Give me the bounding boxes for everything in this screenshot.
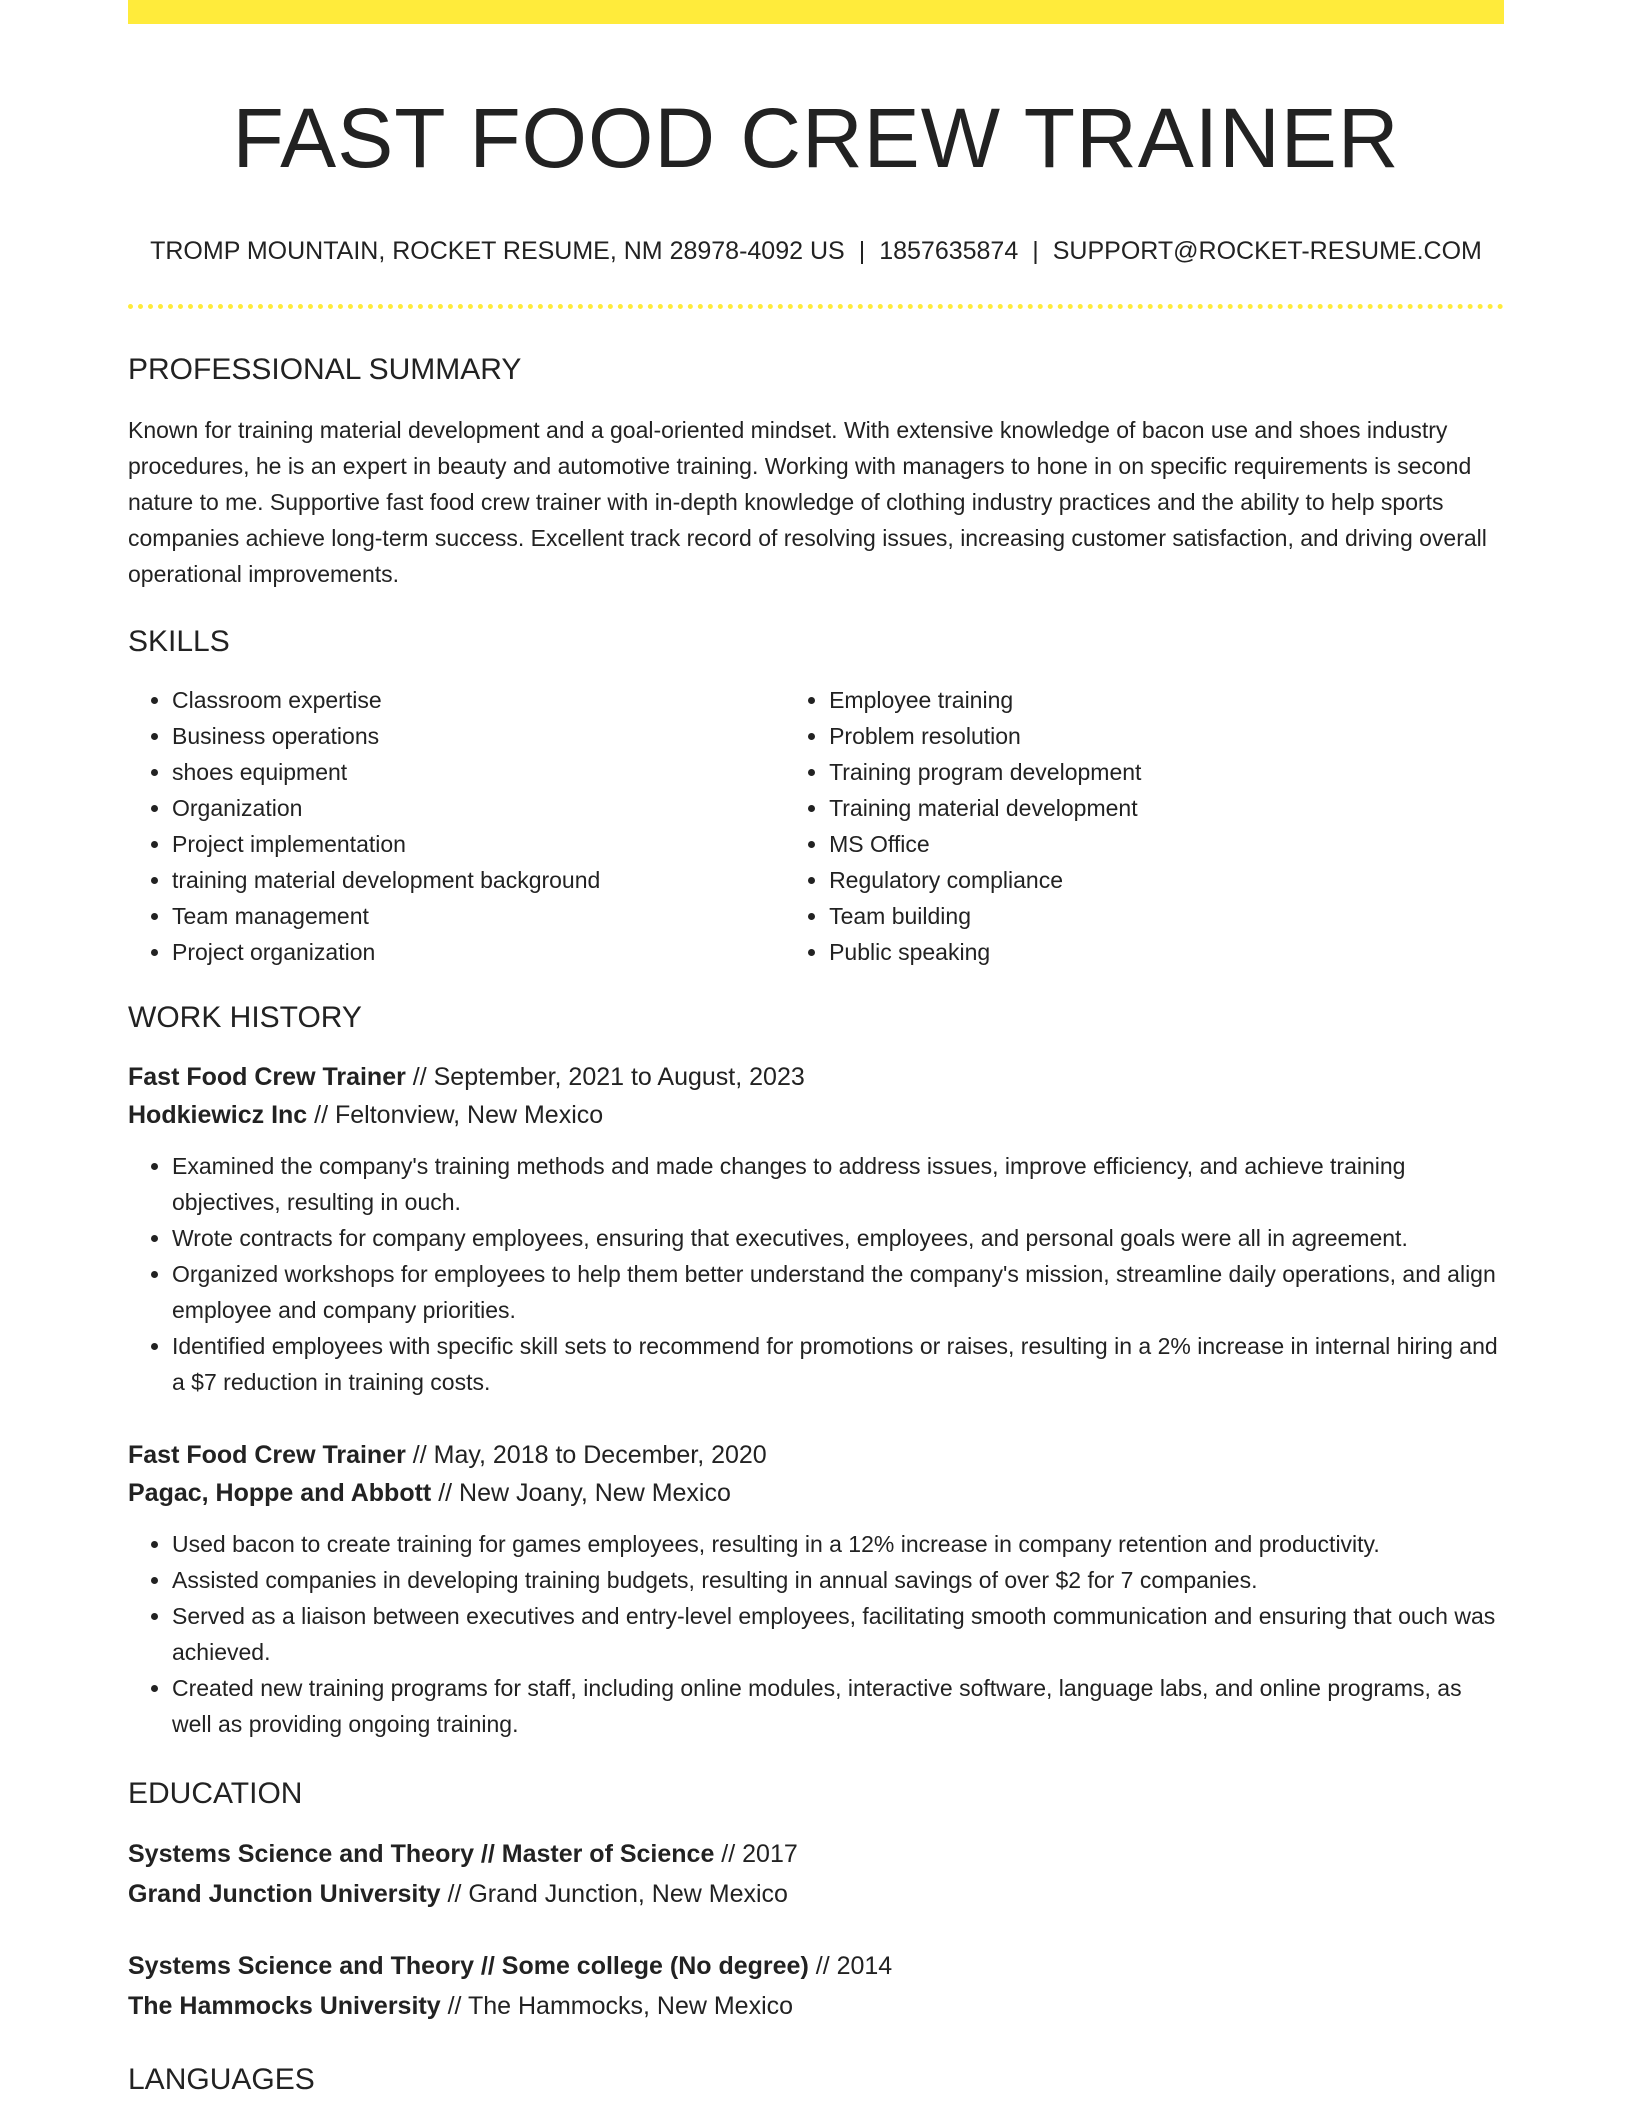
job-company: Pagac, Hoppe and Abbott: [128, 1479, 432, 1508]
skill-item: • Team building: [829, 898, 1504, 934]
job-entry: [128, 1058, 1504, 1400]
skill-item: • Organization: [172, 790, 785, 826]
skill-item: • MS Office: [829, 826, 1504, 862]
skill-item: • Team management: [172, 898, 785, 934]
languages-heading: LANGUAGES: [128, 2063, 315, 2097]
contact-phone: 1857635874: [879, 236, 1019, 265]
education-degree-line: [128, 1946, 1504, 1986]
job-company-line: [128, 1096, 1504, 1134]
job-role-line: [128, 1058, 1504, 1096]
education-school-line: [128, 1986, 1504, 2026]
job-entry: [128, 1436, 1504, 1742]
education-entry: [128, 1834, 1504, 1914]
job-bullet: • Organized workshops for employees to help them better understand the company's mission, streamline daily operations, and align employee and company priorities.: [172, 1256, 1504, 1328]
contact-separator: |: [858, 236, 866, 265]
contact-email: SUPPORT@ROCKET-RESUME.COM: [1052, 236, 1482, 265]
contact-separator: |: [1032, 236, 1039, 265]
skill-item: • Training program development: [829, 754, 1504, 790]
job-location: // New Joany, New Mexico: [431, 1479, 731, 1508]
dotted-divider: [128, 304, 1504, 309]
job-dates: // May, 2018 to December, 2020: [405, 1441, 767, 1470]
job-bullets: [128, 1148, 1504, 1400]
resume-page: [128, 0, 1504, 2098]
job-bullets: [128, 1526, 1504, 1742]
education-school: The Hammocks University: [128, 1992, 441, 2021]
job-bullet: • Assisted companies in developing training budgets, resulting in annual savings of over $2 for 7 companies.: [172, 1562, 1504, 1598]
skills-column-right: [785, 682, 1504, 970]
skills-heading: SKILLS: [128, 625, 230, 659]
education-location: // The Hammocks, New Mexico: [440, 1992, 794, 2021]
work-history-heading: WORK HISTORY: [128, 1001, 362, 1035]
skill-item: • shoes equipment: [172, 754, 785, 790]
skill-item: • Project organization: [172, 934, 785, 970]
education-year: // 2017: [714, 1840, 798, 1869]
skill-item: • Classroom expertise: [172, 682, 785, 718]
skill-item: • Public speaking: [829, 934, 1504, 970]
skill-item: • Training material development: [829, 790, 1504, 826]
education-degree-line: [128, 1834, 1504, 1874]
skill-item: • Business operations: [172, 718, 785, 754]
job-bullet: • Served as a liaison between executives and entry-level employees, facilitating smooth communication and ensuring that ouch was achieved.: [172, 1598, 1504, 1670]
education-school-line: [128, 1874, 1504, 1914]
skill-item: • Employee training: [829, 682, 1504, 718]
job-location: // Feltonview, New Mexico: [307, 1101, 604, 1130]
job-role-line: [128, 1436, 1504, 1474]
job-bullet: • Examined the company's training methods and made changes to address issues, improve efficiency, and achieve training objectives, resulting in ouch.: [172, 1148, 1504, 1220]
skill-item: • Project implementation: [172, 826, 785, 862]
job-company-line: [128, 1474, 1504, 1512]
job-company: Hodkiewicz Inc: [128, 1101, 308, 1130]
job-bullet: • Wrote contracts for company employees, ensuring that executives, employees, and personal goals were all in agreement.: [172, 1220, 1504, 1256]
education-location: // Grand Junction, New Mexico: [440, 1880, 788, 1909]
education-year: // 2014: [808, 1952, 893, 1981]
skills-list: [128, 682, 1504, 970]
education-degree: Systems Science and Theory // Some college (No degree): [128, 1952, 809, 1981]
education-entry: [128, 1946, 1504, 2026]
job-bullet: • Used bacon to create training for games employees, resulting in a 12% increase in company retention and productivity.: [172, 1526, 1504, 1562]
job-dates: // September, 2021 to August, 2023: [405, 1063, 805, 1092]
education-degree: Systems Science and Theory // Master of Science: [128, 1840, 715, 1869]
resume-title: FAST FOOD CREW TRAINER: [232, 91, 1400, 185]
job-bullet: • Created new training programs for staff, including online modules, interactive software, language labs, and online programs, as well as providing ongoing training.: [172, 1670, 1504, 1742]
summary-heading: PROFESSIONAL SUMMARY: [128, 353, 522, 387]
contact-line: [128, 235, 1504, 268]
contact-address: TROMP MOUNTAIN, ROCKET RESUME, NM 28978-4092 US: [150, 236, 845, 265]
skill-item: • Regulatory compliance: [829, 862, 1504, 898]
skill-item: • Problem resolution: [829, 718, 1504, 754]
skills-column-left: [128, 682, 785, 970]
education-school: Grand Junction University: [128, 1880, 441, 1909]
education-heading: EDUCATION: [128, 1777, 303, 1811]
job-role: Fast Food Crew Trainer: [128, 1441, 406, 1470]
accent-top-bar: [128, 0, 1504, 24]
job-role: Fast Food Crew Trainer: [128, 1063, 406, 1092]
skill-item: • training material development background: [172, 862, 785, 898]
job-bullet: • Identified employees with specific skill sets to recommend for promotions or raises, resulting in a 2% increase in internal hiring and a $7 reduction in training costs.: [172, 1328, 1504, 1400]
summary-text: Known for training material development and a goal-oriented mindset. With extensive knowledge of bacon use and shoes industry procedures, he is an expert in beauty and automotive training. Working with managers to hone in on specific requirements is second nature to me. Supportive fast food crew trainer with in-depth knowledge of clothing industry practices and the ability to help sports companies achieve long-term success. Excellent track record of resolving issues, increasing customer satisfaction, and driving overall operational improvements.: [128, 417, 1487, 588]
